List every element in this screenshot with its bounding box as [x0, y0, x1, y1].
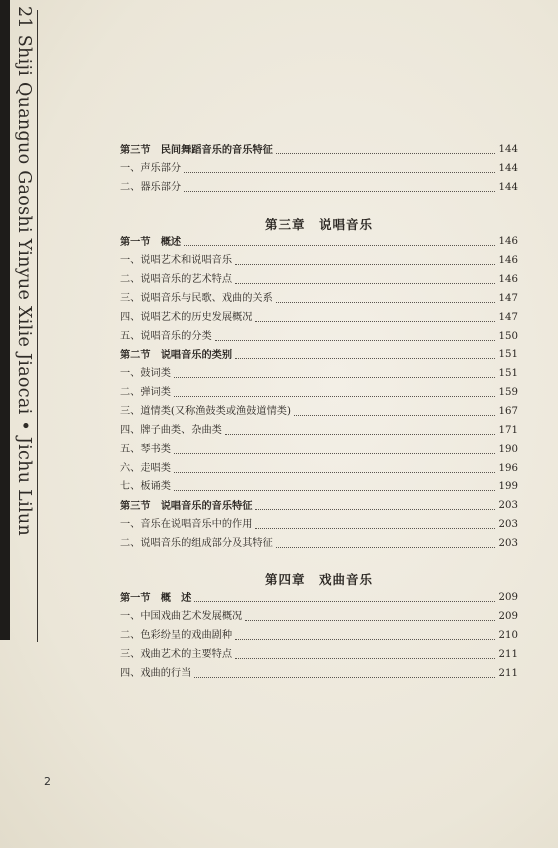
- toc-item-row: [120, 460, 518, 478]
- toc-item-row: [120, 608, 518, 626]
- toc-entry-title: 七、板诵类: [120, 481, 171, 492]
- toc-entry-title: 四、说唱艺术的历史发展概况: [120, 312, 253, 323]
- spine-bar: [0, 0, 10, 640]
- dot-leader: [174, 395, 495, 397]
- dot-leader: [215, 339, 495, 341]
- toc-page-number: 144: [498, 144, 518, 155]
- toc-page-number: 203: [498, 519, 518, 530]
- dot-leader: [184, 190, 495, 192]
- dot-leader: [174, 471, 495, 473]
- toc-item-row: [120, 478, 518, 496]
- toc-item-row: [120, 535, 518, 553]
- toc-page-number: 211: [498, 668, 518, 679]
- toc-item-row: [120, 271, 518, 289]
- toc-entry-title: 六、走唱类: [120, 463, 171, 474]
- toc-page-number: 144: [498, 182, 518, 193]
- toc-entry-title: 四、戏曲的行当: [120, 668, 192, 679]
- toc-item-row: [120, 627, 518, 645]
- dot-leader: [174, 376, 495, 378]
- toc-page-number: 211: [498, 649, 518, 660]
- page-number: 2: [44, 775, 51, 788]
- dot-leader: [194, 600, 495, 602]
- toc-item-row: [120, 160, 518, 178]
- toc-entry-title: 三、道情类(又称渔鼓类或渔鼓道情类): [120, 406, 291, 417]
- toc-entry-title: 三、说唱音乐与民歌、戏曲的关系: [120, 293, 273, 304]
- toc-entry-title: 第一节 概述: [120, 236, 182, 248]
- toc-page-number: 171: [498, 425, 518, 436]
- toc-item-row: [120, 365, 518, 383]
- toc-page-number: 190: [498, 444, 518, 455]
- toc-entry-title: 五、说唱音乐的分类: [120, 331, 212, 342]
- toc-page-number: 167: [498, 406, 518, 417]
- toc-section-row: [120, 589, 518, 607]
- toc-section-row: [120, 497, 518, 515]
- toc-entry-title: 一、中国戏曲艺术发展概况: [120, 611, 243, 622]
- toc-item-row: [120, 252, 518, 270]
- toc-page-number: 199: [498, 481, 518, 492]
- toc-page-number: 147: [498, 293, 518, 304]
- toc-page-number: 150: [498, 331, 518, 342]
- toc-entry-title: 第一节 概 述: [120, 592, 192, 604]
- toc-page-number: 144: [498, 163, 518, 174]
- toc-page-number: 209: [498, 592, 518, 603]
- dot-leader: [184, 244, 495, 246]
- dot-leader: [255, 508, 495, 510]
- toc-page-number: 146: [498, 274, 518, 285]
- toc-entry-title: 四、牌子曲类、杂曲类: [120, 425, 222, 436]
- chapter-heading: 第四章 戏曲音乐: [264, 572, 373, 587]
- toc-item-row: [120, 290, 518, 308]
- toc-page-number: 147: [498, 312, 518, 323]
- dot-leader: [184, 171, 495, 173]
- dot-leader: [255, 320, 495, 322]
- toc-entry-title: 二、色彩纷呈的戏曲剧种: [120, 630, 233, 641]
- dot-leader: [235, 357, 495, 359]
- toc-entry-title: 二、器乐部分: [120, 182, 182, 193]
- dot-leader: [294, 414, 495, 416]
- dot-leader: [235, 657, 495, 659]
- toc-entry-title: 一、声乐部分: [120, 163, 182, 174]
- toc-page-number: 151: [498, 349, 518, 360]
- toc-entry-title: 第三节 说唱音乐的音乐特征: [120, 500, 253, 512]
- toc-item-row: [120, 646, 518, 664]
- toc-page-number: 196: [498, 463, 518, 474]
- dot-leader: [235, 638, 495, 640]
- toc-entry-title: 五、琴书类: [120, 444, 171, 455]
- dot-leader: [174, 489, 495, 491]
- toc-entry-title: 二、说唱音乐的组成部分及其特征: [120, 538, 273, 549]
- dot-leader: [225, 433, 495, 435]
- toc-page-number: 146: [498, 255, 518, 266]
- dot-leader: [245, 619, 495, 621]
- toc-entry-title: 一、音乐在说唱音乐中的作用: [120, 519, 253, 530]
- toc-page-number: 209: [498, 611, 518, 622]
- toc-section-row: [120, 233, 518, 251]
- toc-item-row: [120, 422, 518, 440]
- toc-entry-title: 第三节 民间舞蹈音乐的音乐特征: [120, 144, 273, 156]
- dot-leader: [174, 452, 495, 454]
- dot-leader: [235, 263, 495, 265]
- series-title: 21 Shiji Quanguo Gaoshi Yinyue Xilie Jiaocai • Jichu Lilun: [14, 6, 34, 537]
- toc-page-number: 146: [498, 236, 518, 247]
- toc-section-row: [120, 346, 518, 364]
- toc-section-row: [120, 141, 518, 159]
- toc-item-row: [120, 403, 518, 421]
- toc-item-row: [120, 384, 518, 402]
- toc-page-number: 151: [498, 368, 518, 379]
- chapter-heading: 第三章 说唱音乐: [264, 217, 373, 232]
- toc-page-number: 203: [498, 538, 518, 549]
- margin-rule: [37, 10, 38, 642]
- dot-leader: [276, 152, 495, 154]
- dot-leader: [255, 527, 495, 529]
- toc-page-number: 203: [498, 500, 518, 511]
- toc-entry-title: 第二节 说唱音乐的类别: [120, 349, 233, 361]
- toc-item-row: [120, 179, 518, 197]
- toc-item-row: [120, 665, 518, 683]
- toc-page-number: 159: [498, 387, 518, 398]
- toc-entry-title: 三、戏曲艺术的主要特点: [120, 649, 233, 660]
- toc-item-row: [120, 516, 518, 534]
- toc-page-number: 210: [498, 630, 518, 641]
- toc-entry-title: 一、鼓词类: [120, 368, 171, 379]
- toc-item-row: [120, 309, 518, 327]
- toc-entry-title: 一、说唱艺术和说唱音乐: [120, 255, 233, 266]
- dot-leader: [276, 301, 495, 303]
- dot-leader: [276, 546, 495, 548]
- toc-entry-title: 二、弹词类: [120, 387, 171, 398]
- toc-item-row: [120, 328, 518, 346]
- toc-entry-title: 二、说唱音乐的艺术特点: [120, 274, 233, 285]
- dot-leader: [235, 282, 495, 284]
- dot-leader: [194, 676, 495, 678]
- toc-item-row: [120, 441, 518, 459]
